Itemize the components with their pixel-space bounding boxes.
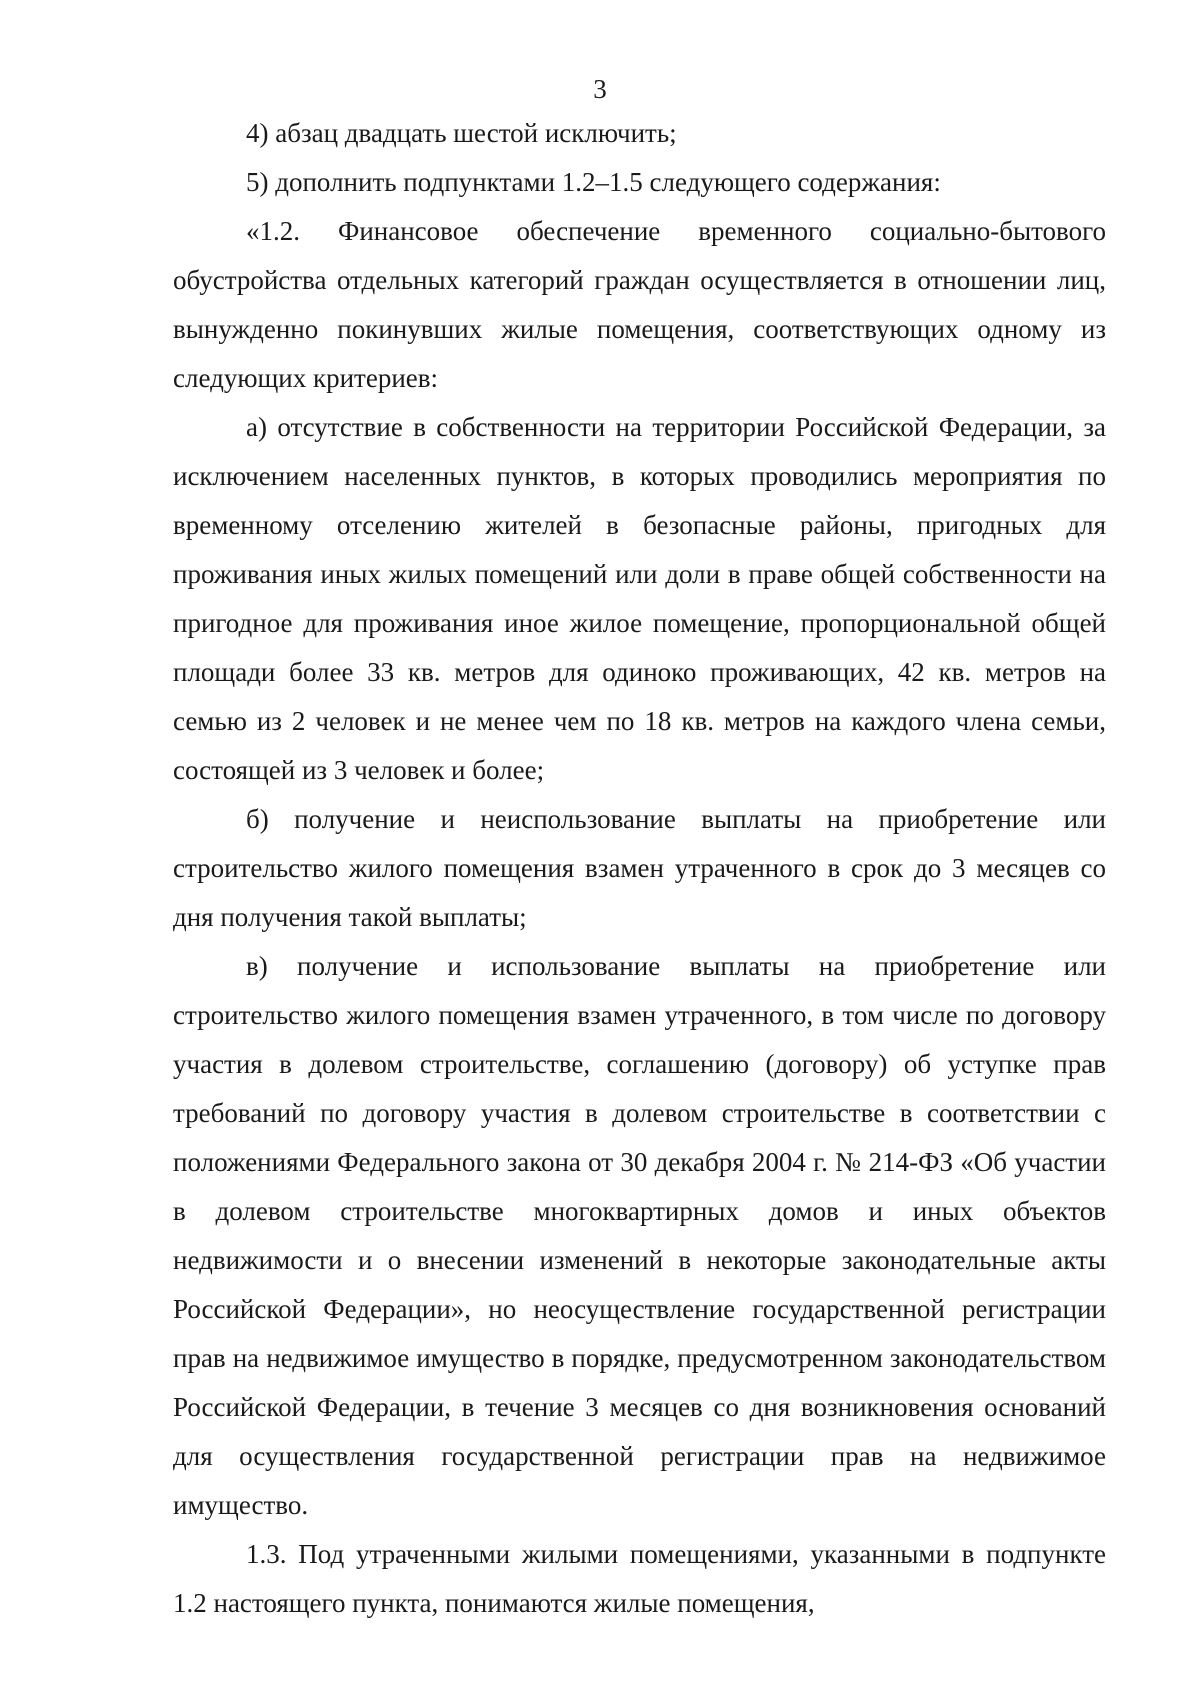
paragraph-item-5: 5) дополнить подпунктами 1.2–1.5 следующего содержания: bbox=[246, 167, 941, 197]
paragraph-1-2: «1.2. Финансовое обеспечение временного социально-бытового обустройства отдельных категорий граждан осуществляется в отношении лиц, вынужденно покинувших жилые помещения, соответствующих одному из следующих критериев: bbox=[173, 216, 1106, 393]
page-number: 3 bbox=[593, 74, 607, 104]
paragraph-criterion-v: в) получение и использование выплаты на приобретение или строительство жилого помещения взамен утраченного, в том числе по договору участия в долевом строительстве, соглашению (договору) об уступке прав требований по договору участия в долевом строительстве в соответствии с положениями Федерального закона от 30 декабря 2004 г. № 214-ФЗ «Об участии в долевом строительстве многоквартирных домов и иных объектов недвижимости и о внесении изменений в некоторые законодательные акты Российской Федерации», но неосуществление государственной регистрации прав на недвижимое имущество в порядке, предусмотренном законодательством Российской Федерации, в течение 3 месяцев со дня возникновения оснований для осуществления государственной регистрации прав на недвижимое имущество. bbox=[173, 951, 1106, 1520]
paragraph-criterion-a: а) отсутствие в собственности на территории Российской Федерации, за исключением населенных пунктов, в которых проводились мероприятия по временному отселению жителей в безопасные районы, пригодных для проживания иных жилых помещений или доли в праве общей собственности на пригодное для проживания иное жилое помещение, пропорциональной общей площади более 33 кв. метров для одиноко проживающих, 42 кв. метров на семью из 2 человек и не менее чем по 18 кв. метров на каждого члена семьи, состоящей из 3 человек и более; bbox=[173, 412, 1106, 785]
paragraph-1-3: 1.3. Под утраченными жилыми помещениями, указанными в подпункте 1.2 настоящего пункта, понимаются жилые помещения, bbox=[173, 1539, 1106, 1618]
paragraph-item-4: 4) абзац двадцать шестой исключить; bbox=[246, 118, 677, 148]
document-body bbox=[173, 109, 1106, 1628]
paragraph-criterion-b: б) получение и неиспользование выплаты на приобретение или строительство жилого помещения взамен утраченного в срок до 3 месяцев со дня получения такой выплаты; bbox=[173, 804, 1106, 932]
